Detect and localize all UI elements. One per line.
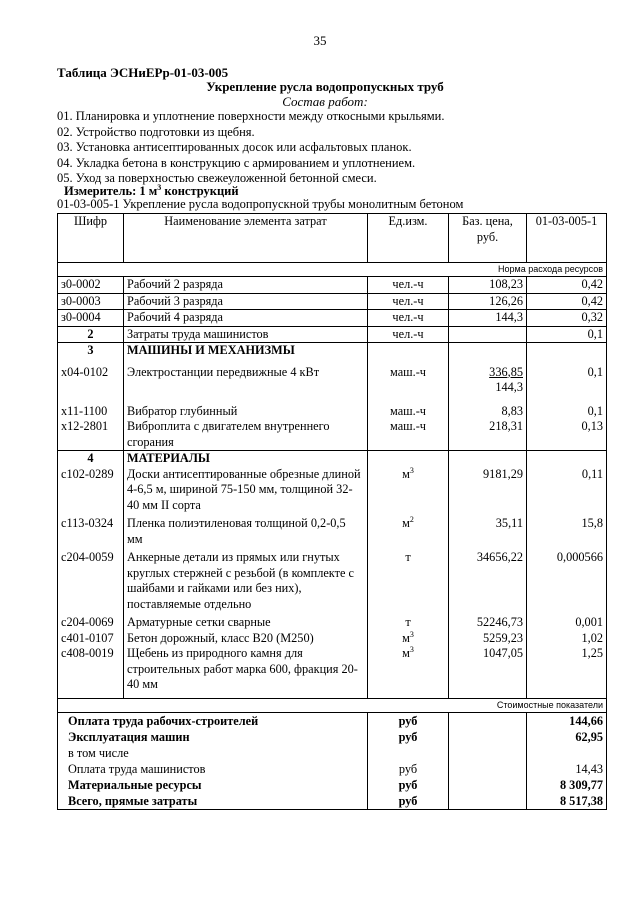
empty-cell [368, 451, 449, 467]
total-price [449, 761, 527, 777]
table-row [58, 293, 607, 310]
row-value: 0,1 [527, 359, 607, 404]
header-name: Наименование элемента затрат [124, 214, 368, 263]
total-price [449, 712, 527, 729]
row-price-main: 8,83 [501, 403, 523, 418]
total-unit: руб [368, 729, 449, 745]
table-row [58, 404, 607, 420]
row-value: 15,8 [527, 516, 607, 550]
row-value: 1,25 [527, 646, 607, 698]
row-value: 0,000566 [527, 550, 607, 615]
row-price: 108,23 [449, 277, 527, 294]
row-name: Анкерные детали из прямых или гнутых круглых стержней с резьбой (в комплекте с шайбами и гайками или без них), поставляемые отдельно [124, 550, 368, 615]
row-code: з0-0004 [58, 310, 124, 327]
empty-cell [527, 451, 607, 467]
machinist-unit: чел.-ч [368, 326, 449, 343]
machines-section-name: МАШИНЫ И МЕХАНИЗМЫ [124, 343, 368, 359]
works-list [57, 109, 617, 187]
total-value: 8 517,38 [527, 793, 607, 810]
total-price [449, 745, 527, 761]
total-unit [368, 745, 449, 761]
work-item: 01. Планировка и уплотнение поверхности между откосными крыльями. [57, 109, 445, 123]
total-label: Эксплуатация машин [58, 729, 368, 745]
unit-base: м [402, 466, 410, 481]
row-price: 34656,22 [449, 550, 527, 615]
row-code: с113-0324 [58, 516, 124, 550]
cost-row [58, 698, 607, 712]
work-item: 03. Установка антисептированных досок или асфальтовых планок. [57, 140, 412, 154]
total-row [58, 777, 607, 793]
table-row [58, 615, 607, 631]
row-value: 0,32 [527, 310, 607, 327]
table-row [58, 310, 607, 327]
row-price [449, 419, 527, 451]
total-label: Всего, прямые затраты [58, 793, 368, 810]
row-name: Бетон дорожный, класс В20 (М250) [124, 631, 368, 647]
row-code: с102-0289 [58, 467, 124, 517]
total-row [58, 712, 607, 729]
total-row [58, 793, 607, 810]
machinist-code: 2 [58, 326, 124, 343]
document-subtitle: Состав работ: [282, 94, 368, 109]
unit-base: м [402, 646, 410, 660]
resource-table [57, 213, 607, 810]
materials-section-name: МАТЕРИАЛЫ [124, 451, 368, 467]
row-name: Пленка полиэтиленовая толщиной 0,2-0,5 мм [124, 516, 368, 550]
row-value: 0,1 [527, 404, 607, 420]
total-unit: руб [368, 793, 449, 810]
meter-sup: 3 [157, 183, 162, 192]
page-number: 35 [313, 33, 327, 48]
row-unit [368, 615, 449, 631]
row-name: Щебень из природного камня для строительных работ марка 600, фракция 20-40 мм [124, 646, 368, 698]
empty-cell [449, 343, 527, 359]
row-unit [368, 646, 449, 698]
row-value: 0,001 [527, 615, 607, 631]
total-price [449, 793, 527, 810]
row-code: х12-2801 [58, 419, 124, 451]
row-unit: чел.-ч [368, 293, 449, 310]
total-unit: руб [368, 777, 449, 793]
row-price: 5259,23 [449, 631, 527, 647]
cost-label: Стоимостные показатели [58, 698, 607, 712]
row-code: з0-0002 [58, 277, 124, 294]
unit-sup: 3 [409, 644, 414, 654]
total-value: 8 309,77 [527, 777, 607, 793]
row-unit: чел.-ч [368, 277, 449, 294]
total-value: 62,95 [527, 729, 607, 745]
meter-suffix: конструкций [161, 184, 239, 199]
total-price [449, 729, 527, 745]
unit-base: м [402, 516, 410, 530]
total-label: Оплата труда машинистов [58, 761, 368, 777]
header-col: 01-03-005-1 [527, 214, 607, 263]
materials-section [58, 467, 607, 699]
document-title: Укрепление русла водопропускных труб [206, 79, 444, 94]
table-row [58, 419, 607, 451]
machines-section-code: 3 [58, 343, 124, 359]
row-price-secondary: 144,3 [495, 380, 523, 394]
empty-cell [527, 343, 607, 359]
labor-section [58, 277, 607, 327]
row-price: 52246,73 [449, 615, 527, 631]
unit-sup: 2 [409, 514, 414, 524]
row-code: з0-0003 [58, 293, 124, 310]
total-price [449, 777, 527, 793]
machinist-value: 0,1 [527, 326, 607, 343]
total-row [58, 761, 607, 777]
row-name: Рабочий 4 разряда [124, 310, 368, 327]
table-row [58, 467, 607, 517]
row-unit: маш.-ч [368, 419, 449, 451]
row-code: х04-0102 [58, 359, 124, 404]
machinist-row [58, 326, 607, 343]
machines-section [58, 359, 607, 451]
row-unit: маш.-ч [368, 404, 449, 420]
row-value: 0,13 [527, 419, 607, 451]
total-row [58, 745, 607, 761]
row-price: 1047,05 [449, 646, 527, 698]
row-unit [368, 631, 449, 647]
row-unit: чел.-ч [368, 310, 449, 327]
total-row [58, 729, 607, 745]
header-unit: Ед.изм. [368, 214, 449, 263]
materials-section-row [58, 451, 607, 467]
unit-sup: 3 [409, 465, 414, 475]
row-price: 35,11 [449, 516, 527, 550]
row-code: с401-0107 [58, 631, 124, 647]
total-label: Материальные ресурсы [58, 777, 368, 793]
table-row [58, 277, 607, 294]
norm-row [58, 263, 607, 277]
total-label: в том числе [58, 745, 368, 761]
total-value: 14,43 [527, 761, 607, 777]
work-item: 04. Укладка бетона в конструкцию с армированием и уплотнением. [57, 155, 416, 170]
row-price: 9181,29 [449, 467, 527, 517]
total-value: 144,66 [527, 712, 607, 729]
row-price-main: 218,31 [489, 419, 523, 433]
header-code: Шифр [58, 214, 124, 263]
work-item: 02. Устройство подготовки из щебня. [57, 124, 255, 139]
row-name: Электростанции передвижные 4 кВт [124, 359, 368, 404]
row-name: Доски антисептированные обрезные длиной 4-6,5 м, шириной 75-150 мм, толщиной 32-40 мм II сорта [124, 467, 368, 517]
row-price: 126,26 [449, 293, 527, 310]
row-value: 0,11 [527, 467, 607, 517]
total-unit: руб [368, 761, 449, 777]
empty-cell [449, 451, 527, 467]
row-code: х11-1100 [58, 404, 124, 420]
row-unit [368, 516, 449, 550]
row-price-main: 336,85 [489, 364, 523, 379]
row-code: с204-0069 [58, 615, 124, 631]
table-id: Таблица ЭСНиЕРр-01-03-005 [57, 65, 229, 80]
table-row [58, 550, 607, 615]
header-price: Баз. цена, руб. [449, 214, 527, 263]
row-value: 0,42 [527, 277, 607, 294]
machinist-name: Затраты труда машинистов [124, 326, 368, 343]
row-price [449, 359, 527, 404]
table-row [58, 359, 607, 404]
work-item: 05. Уход за поверхностью свежеуложенной бетонной смеси. [57, 171, 377, 185]
row-unit: маш.-ч [368, 359, 449, 404]
norm-label: Норма расхода ресурсов [58, 263, 607, 277]
table-row [58, 516, 607, 550]
total-value [527, 745, 607, 761]
row-name: Рабочий 3 разряда [124, 293, 368, 310]
row-value: 0,42 [527, 293, 607, 310]
table-row [58, 646, 607, 698]
row-price: 144,3 [449, 310, 527, 327]
machines-section-row [58, 343, 607, 359]
code-line: 01-03-005-1 Укрепление русла водопропускной трубы монолитным бетоном [57, 197, 464, 211]
totals-section [58, 712, 607, 809]
row-code: с408-0019 [58, 646, 124, 698]
row-value: 1,02 [527, 631, 607, 647]
unit-base: т [405, 615, 411, 629]
row-name: Рабочий 2 разряда [124, 277, 368, 294]
unit-base: м [402, 630, 410, 645]
row-name: Виброплита с двигателем внутреннего сгорания [124, 419, 368, 451]
materials-section-code: 4 [58, 451, 124, 467]
row-code: с204-0059 [58, 550, 124, 615]
table-row [58, 631, 607, 647]
empty-cell [368, 343, 449, 359]
header-row [58, 214, 607, 263]
unit-base: т [405, 550, 411, 564]
unit-sup: 3 [409, 629, 414, 639]
machinist-price [449, 326, 527, 343]
total-label: Оплата труда рабочих-строителей [58, 712, 368, 729]
row-unit [368, 467, 449, 517]
row-price [449, 404, 527, 420]
total-unit: руб [368, 712, 449, 729]
row-name: Вибратор глубинный [124, 404, 368, 420]
row-unit [368, 550, 449, 615]
meter-prefix: Измеритель: 1 м [64, 184, 158, 199]
row-name: Арматурные сетки сварные [124, 615, 368, 631]
